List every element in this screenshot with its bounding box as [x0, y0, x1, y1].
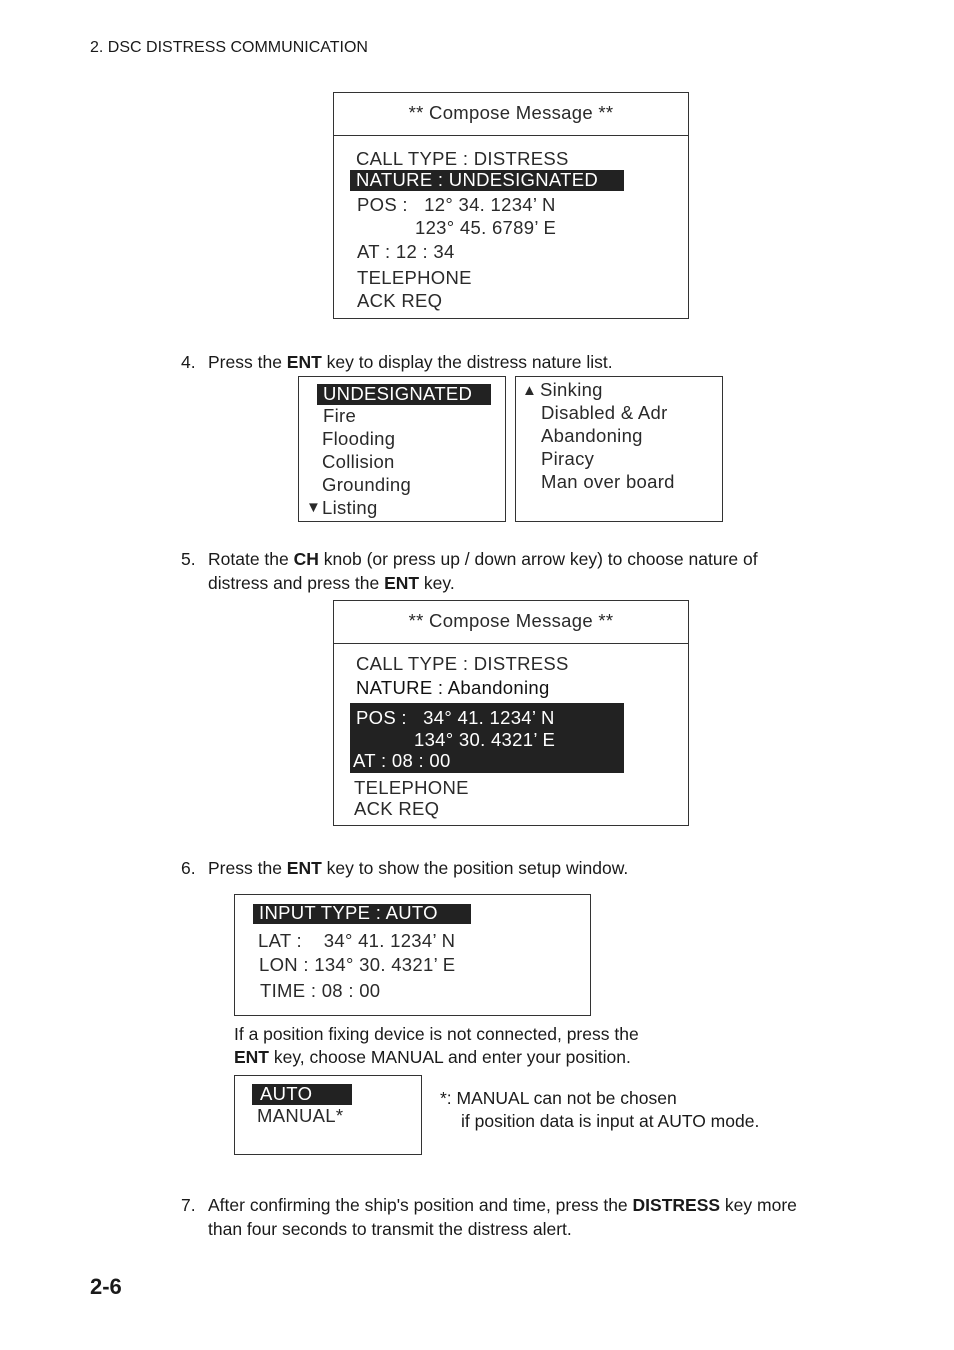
scroll-up-arrow-icon: ▲	[522, 382, 538, 399]
at-line: AT : 12 : 34	[357, 241, 455, 262]
step-text: key.	[419, 573, 455, 593]
note-line: key, choose MANUAL and enter your position.	[269, 1047, 631, 1067]
nature-list-selected-highlight	[317, 384, 491, 405]
step-text: Press the	[208, 858, 287, 878]
nature-list-item: Grounding	[322, 474, 412, 495]
nature-line: NATURE : UNDESIGNATED	[356, 169, 599, 190]
auto-highlight	[252, 1084, 352, 1105]
step-text: Press the	[208, 352, 287, 372]
auto-option: AUTO	[260, 1083, 313, 1104]
step-number: 7.	[181, 1195, 196, 1215]
step-text: key to display the distress nature list.	[321, 352, 613, 372]
step-text: Rotate the	[208, 549, 294, 569]
at-line: AT : 08 : 00	[353, 750, 451, 771]
step-number: 4.	[181, 352, 196, 372]
input-type-highlight	[253, 904, 471, 924]
step-4	[181, 350, 861, 374]
compose-message-screen-1	[333, 92, 689, 319]
pos-lat-line: POS : 34° 41. 1234’ N	[356, 707, 555, 728]
scroll-down-arrow-icon: ▼	[306, 499, 322, 516]
nature-line: NATURE : Abandoning	[356, 677, 550, 698]
ack-line: ACK REQ	[354, 798, 440, 819]
step-text: distress and press the	[208, 573, 385, 593]
nature-list-item: Abandoning	[541, 425, 643, 446]
key-name: ENT	[286, 352, 322, 372]
nature-list-item: Piracy	[541, 448, 595, 469]
screen-title: ** Compose Message **	[408, 610, 614, 631]
nature-list-item: Fire	[323, 405, 357, 426]
step-text: knob (or press up / down arrow key) to choose nature of	[318, 549, 758, 569]
input-mode-window	[234, 1075, 422, 1155]
section-header: 2. DSC DISTRESS COMMUNICATION	[90, 39, 368, 56]
manual-option: MANUAL*	[257, 1105, 344, 1126]
key-name: CH	[293, 549, 319, 569]
position-highlight	[350, 703, 624, 773]
manual-footnote	[440, 1087, 840, 1135]
input-type-line: INPUT TYPE : AUTO	[259, 902, 438, 923]
nature-list-item: Disabled & Adr	[541, 402, 668, 423]
pos-lon-line: 123° 45. 6789’ E	[415, 217, 557, 238]
nature-list-selected: UNDESIGNATED	[323, 383, 473, 404]
pos-lon-line: 134° 30. 4321’ E	[414, 729, 556, 750]
telephone-line: TELEPHONE	[357, 267, 472, 288]
step-number: 5.	[181, 549, 196, 569]
screen-title: ** Compose Message **	[408, 102, 614, 123]
screen-divider	[334, 135, 688, 136]
call-type-line: CALL TYPE : DISTRESS	[356, 148, 569, 169]
step-text: After confirming the ship's position and time, press the	[208, 1195, 633, 1215]
lat-line: LAT : 34° 41. 1234’ N	[258, 930, 456, 951]
step-5	[181, 547, 861, 595]
nature-list-item: Man over board	[541, 471, 675, 492]
key-name: ENT	[384, 573, 420, 593]
time-line: TIME : 08 : 00	[260, 980, 381, 1001]
nature-list-item: Sinking	[540, 379, 603, 400]
step-text: than four seconds to transmit the distress alert.	[208, 1219, 572, 1239]
note-line: If a position fixing device is not connected, press the	[234, 1024, 639, 1044]
key-name: ENT	[286, 858, 322, 878]
key-name: ENT	[234, 1047, 269, 1067]
footnote-line: if position data is input at AUTO mode.	[461, 1111, 760, 1131]
pos-lat-line: POS : 12° 34. 1234’ N	[357, 194, 556, 215]
screen-divider	[334, 643, 688, 644]
step-7	[181, 1193, 861, 1241]
nature-list-right	[515, 376, 723, 522]
compose-message-screen-2	[333, 600, 689, 826]
step-6	[181, 856, 861, 880]
nature-list-left	[298, 376, 506, 522]
step-text: key more	[720, 1195, 797, 1215]
call-type-line: CALL TYPE : DISTRESS	[356, 653, 569, 674]
nature-highlight	[350, 170, 624, 191]
nature-list-item: Listing	[322, 497, 378, 518]
footnote-line: *: MANUAL can not be chosen	[440, 1088, 677, 1108]
ack-line: ACK REQ	[357, 290, 443, 311]
telephone-line: TELEPHONE	[354, 777, 469, 798]
lon-line: LON : 134° 30. 4321’ E	[259, 954, 456, 975]
nature-list-item: Collision	[322, 451, 395, 472]
position-setup-window	[234, 894, 591, 1016]
step-number: 6.	[181, 858, 196, 878]
nature-list-item: Flooding	[322, 428, 396, 449]
page-number: 2-6	[90, 1274, 122, 1299]
key-name: DISTRESS	[632, 1195, 721, 1215]
step-text: key to show the position setup window.	[321, 858, 629, 878]
position-note	[234, 1023, 834, 1071]
